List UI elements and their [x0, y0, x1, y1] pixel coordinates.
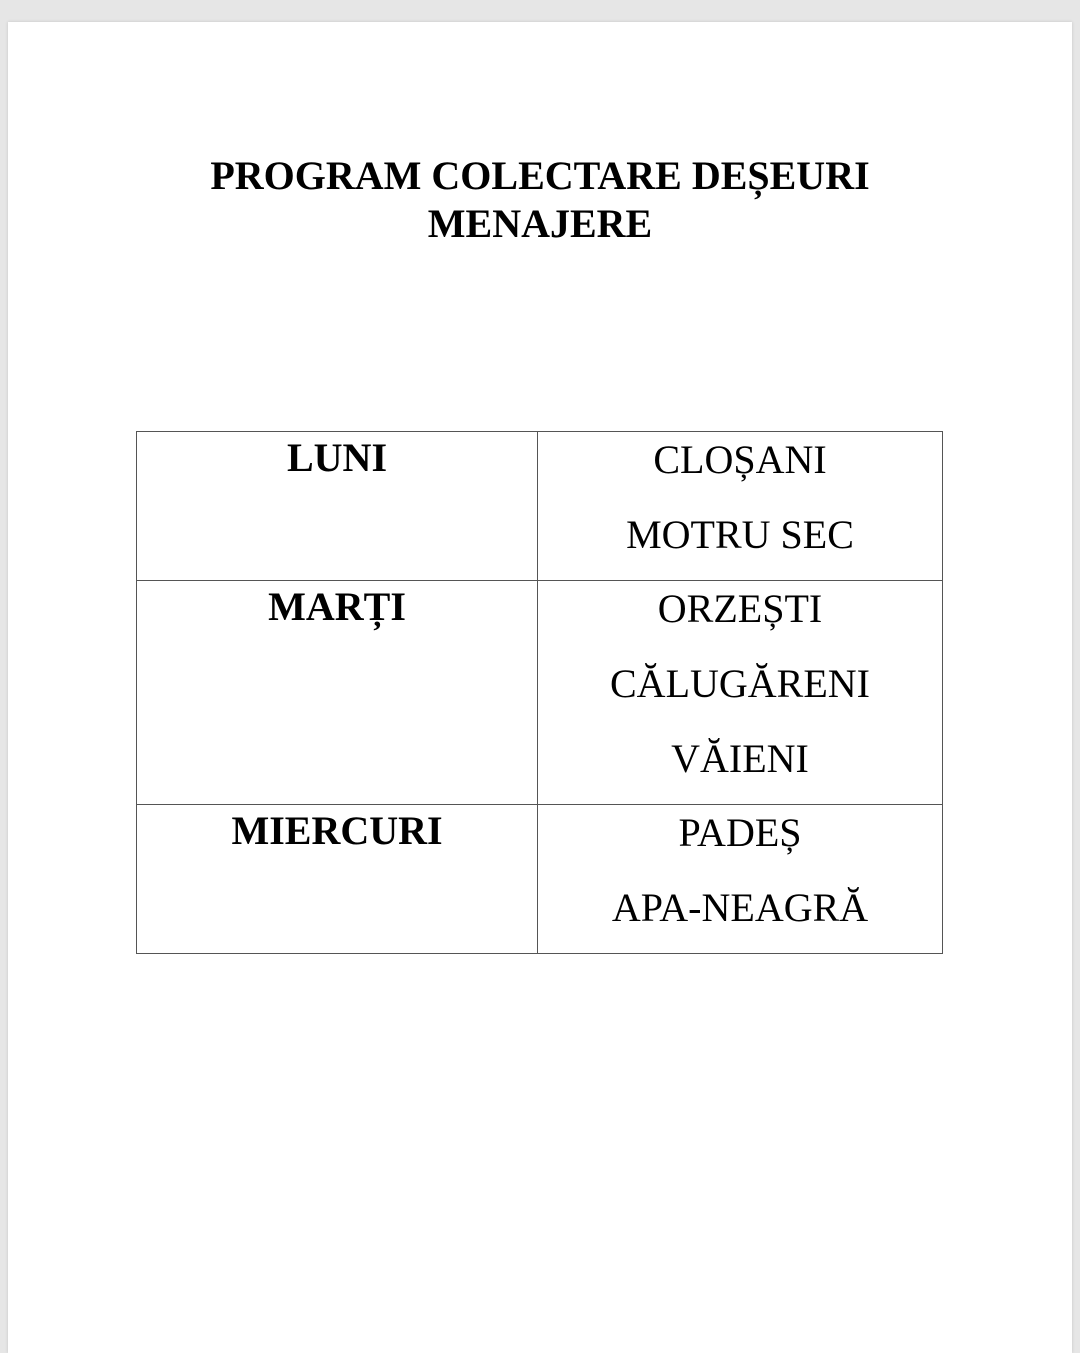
locations-cell — [538, 805, 943, 954]
table-row — [137, 581, 943, 805]
table-row — [137, 805, 943, 954]
day-label: MIERCURI — [231, 808, 443, 853]
day-label: MARȚI — [268, 584, 406, 629]
location-name: PADEȘ — [678, 810, 802, 855]
locations-cell — [538, 581, 943, 805]
title-line-1: PROGRAM COLECTARE DEȘEURI — [210, 153, 870, 198]
document-page — [8, 22, 1072, 1353]
schedule-table — [136, 431, 943, 954]
day-label: LUNI — [286, 435, 388, 480]
table-row — [137, 432, 943, 581]
day-cell — [137, 581, 538, 805]
location-name: CLOȘANI — [653, 437, 827, 482]
locations-cell — [538, 432, 943, 581]
location-name: VĂIENI — [671, 736, 809, 781]
day-cell — [137, 805, 538, 954]
day-cell — [137, 432, 538, 581]
title-line-2: MENAJERE — [427, 201, 653, 246]
location-name: MOTRU SEC — [626, 512, 854, 557]
location-name: ORZEȘTI — [657, 586, 823, 631]
location-name: APA-NEAGRĂ — [611, 885, 869, 930]
location-name: CĂLUGĂRENI — [610, 661, 870, 706]
document-title — [8, 152, 1072, 248]
